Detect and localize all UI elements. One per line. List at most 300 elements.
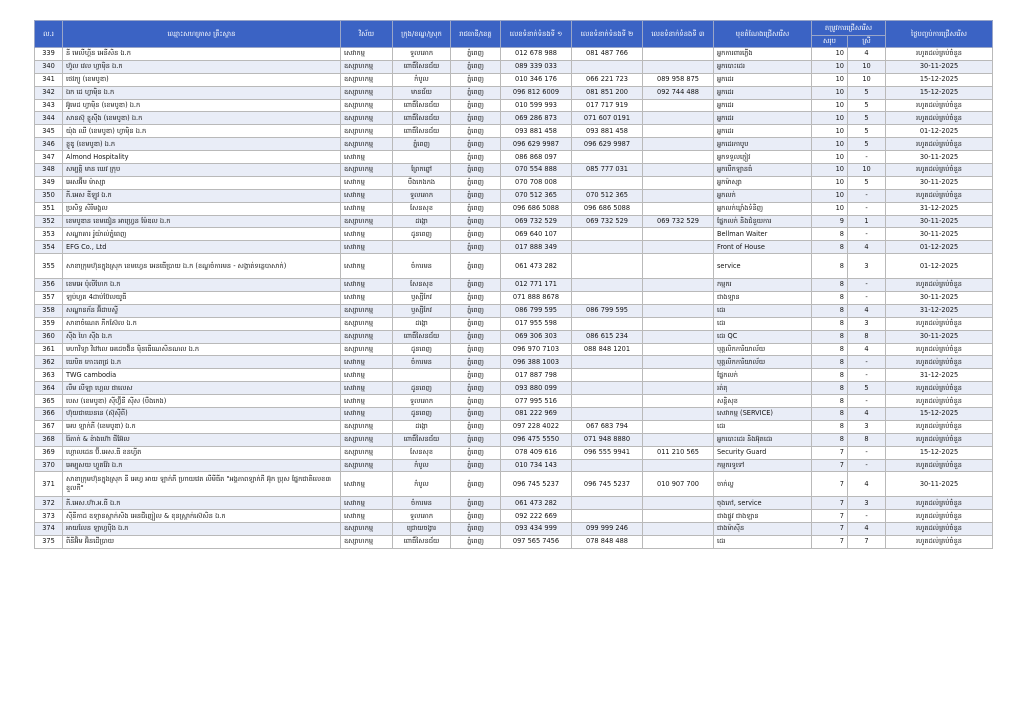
cell-deadline: រហូតដល់គ្រប់ចំនួន	[886, 164, 993, 177]
cell-phone2	[572, 356, 643, 369]
cell-phone2	[572, 395, 643, 408]
cell-phone3	[643, 395, 714, 408]
cell-position: អ្នកដេរ	[714, 125, 812, 138]
cell-no: 340	[35, 60, 63, 73]
cell-phone1: 096 970 7103	[501, 343, 572, 356]
cell-company: លឹម លីឡា ហ្គេល ផាលេស	[63, 382, 341, 395]
cell-no: 354	[35, 241, 63, 254]
cell-female: -	[848, 446, 886, 459]
cell-no: 339	[35, 48, 63, 61]
cell-total: 8	[812, 343, 848, 356]
cell-province: ភ្នំពេញ	[451, 356, 501, 369]
cell-district: ជ្រោយចង្វារ	[393, 522, 451, 535]
cell-phone2: 078 848 488	[572, 535, 643, 548]
cell-female: 4	[848, 522, 886, 535]
cell-company: សាខាក្រុមហ៊ុនក្នុងស្រុក នី អេហ្វ អាយ ឡាក់ភី ហ្រាយវេត លីមីធីត "អង្គភាពឡាក់ភី អ៊ុក ប្រុស ផ្នែកជាតិលេខ៣ ខួលកី"	[63, 472, 341, 497]
cell-no: 365	[35, 395, 63, 408]
cell-phone1: 096 629 9987	[501, 138, 572, 151]
cell-phone2: 099 999 246	[572, 522, 643, 535]
col-header-phone1: លេខទំនាក់ទំនងទី ១	[501, 21, 572, 48]
cell-company: បេស (ខេមបូឌា) ស៊ីហ្វ៊ីនី ស៊ីស (បឹងកេង)	[63, 395, 341, 408]
cell-sector: សេវាកម្ម	[341, 369, 393, 382]
cell-company: ខេមបូឌាន ខេមផៀន អាហ្វ្រេន ម៉ែឌល ឯ.ក	[63, 215, 341, 228]
cell-phone3	[643, 510, 714, 523]
cell-district: កំបូល	[393, 472, 451, 497]
table-row	[35, 535, 993, 548]
cell-phone1: 069 286 873	[501, 112, 572, 125]
cell-phone3	[643, 112, 714, 125]
cell-company: ឯក ដេ ហ្វាម៉ិន ឯ.ក	[63, 86, 341, 99]
table-row	[35, 433, 993, 446]
col-header-phone2: លេខទំនាក់ទំនងទី ២	[572, 21, 643, 48]
cell-female: 10	[848, 164, 886, 177]
table-row	[35, 497, 993, 510]
cell-phone3	[643, 138, 714, 151]
table-row	[35, 164, 993, 177]
cell-deadline: រហូតដល់គ្រប់ចំនួន	[886, 99, 993, 112]
cell-deadline: 01-12-2025	[886, 241, 993, 254]
cell-no: 342	[35, 86, 63, 99]
col-header-company: ឈ្មោះសហគ្រាស គ្រឹះស្ថាន	[63, 21, 341, 48]
col-header-sector: វិស័យ	[341, 21, 393, 48]
cell-total: 8	[812, 317, 848, 330]
cell-sector: សេវាកម្ម	[341, 151, 393, 164]
cell-company: ស៊ីនីកាដ ឧទ្យានស្ដាក់សិង អេនជីញៀល & ខុនស្ដ្រាក់ស៊េសិន ឯ.ក	[63, 510, 341, 523]
cell-phone2	[572, 510, 643, 523]
cell-female: 5	[848, 86, 886, 99]
cell-sector: ឧស្សាហកម្ម	[341, 343, 393, 356]
cell-sector: សេវាកម្ម	[341, 176, 393, 189]
cell-phone2: 071 607 0191	[572, 112, 643, 125]
cell-phone2: 070 512 365	[572, 189, 643, 202]
cell-female: 5	[848, 176, 886, 189]
cell-position: អ្នកដេរ	[714, 73, 812, 86]
cell-deadline: រហូតដល់គ្រប់ចំនួន	[886, 279, 993, 292]
cell-female: -	[848, 356, 886, 369]
table-row	[35, 382, 993, 395]
table-row	[35, 241, 993, 254]
cell-total: 8	[812, 369, 848, 382]
cell-phone2	[572, 317, 643, 330]
table-row	[35, 369, 993, 382]
cell-female: 3	[848, 497, 886, 510]
cell-position: សេវាកម្ម (SERVICE)	[714, 407, 812, 420]
cell-district: ដង្កោ	[393, 420, 451, 433]
col-header-vacancies: តម្រូវការជ្រើសរើស	[812, 21, 886, 36]
cell-district: ពោធិ៍សែនជ័យ	[393, 433, 451, 446]
cell-total: 8	[812, 254, 848, 279]
cell-female: 4	[848, 48, 886, 61]
cell-province: ភ្នំពេញ	[451, 459, 501, 472]
cell-phone1: 010 734 143	[501, 459, 572, 472]
table-row	[35, 459, 993, 472]
cell-deadline: រហូតដល់គ្រប់ចំនួន	[886, 138, 993, 151]
cell-female: -	[848, 395, 886, 408]
table-row	[35, 151, 993, 164]
cell-female: 4	[848, 343, 886, 356]
cell-phone1: 092 222 669	[501, 510, 572, 523]
table-row	[35, 304, 993, 317]
cell-phone3: 092 744 488	[643, 86, 714, 99]
cell-position: រត់តុ	[714, 382, 812, 395]
cell-district: ទួលគោក	[393, 395, 451, 408]
cell-phone1: 097 565 7456	[501, 535, 572, 548]
cell-sector: ឧស្សាហកម្ម	[341, 304, 393, 317]
cell-total: 10	[812, 125, 848, 138]
cell-phone2: 081 851 200	[572, 86, 643, 99]
cell-total: 10	[812, 99, 848, 112]
cell-district: ចំការមន	[393, 497, 451, 510]
cell-province: ភ្នំពេញ	[451, 112, 501, 125]
table-row	[35, 60, 993, 73]
cell-company: ថេវភ្យូ (ខេមបូឌា)	[63, 73, 341, 86]
cell-no: 367	[35, 420, 63, 433]
cell-sector: សេវាកម្ម	[341, 291, 393, 304]
cell-total: 8	[812, 279, 848, 292]
cell-total: 7	[812, 522, 848, 535]
cell-phone1: 097 228 4022	[501, 420, 572, 433]
cell-deadline: 31-12-2025	[886, 202, 993, 215]
cell-province: ភ្នំពេញ	[451, 228, 501, 241]
cell-district: ដូនពេញ	[393, 228, 451, 241]
cell-district: បឹងកេងកង	[393, 176, 451, 189]
cell-phone3	[643, 60, 714, 73]
cell-deadline: រហូតដល់គ្រប់ចំនួន	[886, 522, 993, 535]
cell-phone1: 078 409 616	[501, 446, 572, 459]
cell-company: ស៊ីង ហៃ ស៊ីង ឯ.ក	[63, 330, 341, 343]
cell-total: 8	[812, 407, 848, 420]
cell-female: 4	[848, 472, 886, 497]
cell-phone1: 093 881 458	[501, 125, 572, 138]
cell-phone3	[643, 176, 714, 189]
cell-no: 360	[35, 330, 63, 343]
cell-female: 8	[848, 330, 886, 343]
cell-sector: សេវាកម្ម	[341, 228, 393, 241]
cell-female: -	[848, 151, 886, 164]
cell-position: ដេរ	[714, 317, 812, 330]
cell-company: សណ្ឋាគារ រ៉ូយ៉ាល់ភ្នំពេញ	[63, 228, 341, 241]
cell-district: ពោធិ៍សែនជ័យ	[393, 99, 451, 112]
cell-female: 10	[848, 60, 886, 73]
cell-province: ភ្នំពេញ	[451, 510, 501, 523]
cell-phone3: 011 210 565	[643, 446, 714, 459]
cell-position: អ្នកលក់ឃ្លាំងទំនិញ	[714, 202, 812, 215]
cell-phone2: 017 717 919	[572, 99, 643, 112]
cell-position: ជាងឡាន	[714, 291, 812, 304]
cell-phone3	[643, 291, 714, 304]
cell-deadline: 30-11-2025	[886, 151, 993, 164]
cell-phone3	[643, 99, 714, 112]
cell-phone2: 088 848 1201	[572, 343, 643, 356]
cell-position: អ្នកម៉ាស្សា	[714, 176, 812, 189]
cell-company: អេសអ៊ីម ម៉ាស្សា	[63, 176, 341, 189]
cell-position: អ្នកបោះដេរ និងអ៊ុតដេរ	[714, 433, 812, 446]
cell-female: 10	[848, 73, 886, 86]
table-row	[35, 99, 993, 112]
cell-phone3: 089 958 875	[643, 73, 714, 86]
cell-phone3	[643, 535, 714, 548]
cell-district: ពោធិ៍សែនជ័យ	[393, 125, 451, 138]
cell-phone1: 069 640 107	[501, 228, 572, 241]
cell-province: ភ្នំពេញ	[451, 241, 501, 254]
cell-sector: ឧស្សាហកម្ម	[341, 433, 393, 446]
cell-phone3	[643, 164, 714, 177]
cell-sector: ឧស្សាហកម្ម	[341, 317, 393, 330]
table-row	[35, 395, 993, 408]
cell-no: 361	[35, 343, 63, 356]
cell-phone1: 017 955 598	[501, 317, 572, 330]
cell-position: Bellman Waiter	[714, 228, 812, 241]
cell-company: សាខាចំណេត ភីកស៊ែល ឯ.ក	[63, 317, 341, 330]
table-row	[35, 446, 993, 459]
cell-sector: ឧស្សាហកម្ម	[341, 60, 393, 73]
cell-district: ចំការមន	[393, 356, 451, 369]
cell-deadline: រហូតដល់គ្រប់ចំនួន	[886, 382, 993, 395]
cell-district: ដង្កោ	[393, 215, 451, 228]
cell-total: 7	[812, 497, 848, 510]
cell-female: -	[848, 202, 886, 215]
cell-district: សែនសុខ	[393, 279, 451, 292]
cell-province: ភ្នំពេញ	[451, 317, 501, 330]
cell-sector: សេវាកម្ម	[341, 356, 393, 369]
cell-company: យ៉ុង ឈី (ខេមបូឌា) ហ្វាម៉ិន ឯ.ក	[63, 125, 341, 138]
table-row	[35, 356, 993, 369]
cell-province: ភ្នំពេញ	[451, 330, 501, 343]
cell-female: 7	[848, 535, 886, 548]
cell-female: 4	[848, 241, 886, 254]
cell-total: 8	[812, 420, 848, 433]
col-header-district: ក្រុង/ខណ្ឌ/ស្រុក	[393, 21, 451, 48]
cell-company: សានស៊ុ ខ្លូស៊ីង (ខេមបូឌា) ឯ.ក	[63, 112, 341, 125]
cell-province: ភ្នំពេញ	[451, 407, 501, 420]
cell-sector: ឧស្សាហកម្ម	[341, 330, 393, 343]
cell-phone2	[572, 60, 643, 73]
cell-female: -	[848, 291, 886, 304]
cell-deadline: រហូតដល់គ្រប់ចំនួន	[886, 510, 993, 523]
cell-province: ភ្នំពេញ	[451, 189, 501, 202]
cell-deadline: រហូតដល់គ្រប់ចំនួន	[886, 317, 993, 330]
cell-phone2	[572, 279, 643, 292]
cell-district	[393, 151, 451, 164]
cell-phone1: 070 708 008	[501, 176, 572, 189]
cell-province: ភ្នំពេញ	[451, 99, 501, 112]
cell-position: កម្មករ	[714, 279, 812, 292]
cell-district: ពោធិ៍សែនជ័យ	[393, 535, 451, 548]
table-row	[35, 202, 993, 215]
cell-no: 353	[35, 228, 63, 241]
cell-no: 343	[35, 99, 63, 112]
cell-position: ចាក់ល្ហ	[714, 472, 812, 497]
cell-province: ភ្នំពេញ	[451, 420, 501, 433]
cell-sector: ឧស្សាហកម្ម	[341, 446, 393, 459]
cell-phone3	[643, 382, 714, 395]
cell-company: រ៉ៃតាក់ & ខ៉ាងហ៊ោ ផីអ៊ែល	[63, 433, 341, 446]
cell-phone1: 069 306 303	[501, 330, 572, 343]
cell-district: កំបូល	[393, 459, 451, 472]
cell-total: 10	[812, 60, 848, 73]
cell-deadline: 15-12-2025	[886, 446, 993, 459]
cell-company: ខេមអេ ប៉ុលីហែក ឯ.ក	[63, 279, 341, 292]
cell-phone3	[643, 304, 714, 317]
cell-phone2: 066 221 723	[572, 73, 643, 86]
col-header-phone3: លេខទំនាក់ទំនងទី ៣	[643, 21, 714, 48]
cell-company: EFG Co., Ltd	[63, 241, 341, 254]
cell-phone1: 096 745 5237	[501, 472, 572, 497]
cell-position: ដេរ	[714, 420, 812, 433]
cell-deadline: 30-11-2025	[886, 228, 993, 241]
cell-total: 8	[812, 356, 848, 369]
cell-district: ទួលគោក	[393, 510, 451, 523]
cell-province: ភ្នំពេញ	[451, 60, 501, 73]
cell-phone3	[643, 241, 714, 254]
table-row	[35, 228, 993, 241]
cell-province: ភ្នំពេញ	[451, 535, 501, 548]
table-row	[35, 138, 993, 151]
cell-phone3	[643, 369, 714, 382]
cell-female: -	[848, 459, 886, 472]
cell-phone1: 070 512 365	[501, 189, 572, 202]
cell-phone2	[572, 382, 643, 395]
cell-position: អ្នកដេរកាបូប	[714, 138, 812, 151]
cell-company: ហ៊ួល វេល ហ្វាម៉ិន ឯ.ក	[63, 60, 341, 73]
cell-province: ភ្នំពេញ	[451, 446, 501, 459]
cell-female: 3	[848, 420, 886, 433]
cell-deadline: 30-11-2025	[886, 472, 993, 497]
cell-deadline: 01-12-2025	[886, 254, 993, 279]
cell-sector: សេវាកម្ម	[341, 254, 393, 279]
cell-province: ភ្នំពេញ	[451, 176, 501, 189]
cell-position: កម្មករទូទៅ	[714, 459, 812, 472]
cell-total: 10	[812, 86, 848, 99]
cell-no: 366	[35, 407, 63, 420]
cell-no: 350	[35, 189, 63, 202]
cell-district: កំបូល	[393, 73, 451, 86]
cell-total: 7	[812, 446, 848, 459]
cell-female: 4	[848, 407, 886, 420]
cell-deadline: រហូតដល់គ្រប់ចំនួន	[886, 497, 993, 510]
cell-phone1: 010 599 993	[501, 99, 572, 112]
cell-sector: ឧស្សាហកម្ម	[341, 99, 393, 112]
cell-phone3	[643, 343, 714, 356]
cell-sector: សេវាកម្ម	[341, 407, 393, 420]
cell-no: 355	[35, 254, 63, 279]
cell-total: 8	[812, 291, 848, 304]
cell-position: អ្នកដេរ	[714, 112, 812, 125]
cell-position: សន្តិសុខ	[714, 395, 812, 408]
cell-company: អេម្បុសយ ហ្វូតវ៉ែរ ឯ.ក	[63, 459, 341, 472]
cell-position: ដេរ QC	[714, 330, 812, 343]
cell-total: 8	[812, 395, 848, 408]
cell-no: 359	[35, 317, 63, 330]
cell-district: ព្រែកព្នៅ	[393, 164, 451, 177]
cell-female: 5	[848, 99, 886, 112]
cell-no: 346	[35, 138, 63, 151]
cell-company: ប្រសិទ្ធ សិរីមង្គល	[63, 202, 341, 215]
cell-phone1: 061 473 282	[501, 497, 572, 510]
cell-female: 3	[848, 317, 886, 330]
cell-company: ឃេបិត កោះពេជ្រ ឯ.ក	[63, 356, 341, 369]
cell-position: Front of House	[714, 241, 812, 254]
table-row	[35, 522, 993, 535]
cell-position: អ្នកការពារភ្លើង	[714, 48, 812, 61]
table-row	[35, 189, 993, 202]
cell-total: 8	[812, 241, 848, 254]
cell-province: ភ្នំពេញ	[451, 497, 501, 510]
cell-province: ភ្នំពេញ	[451, 304, 501, 317]
cell-position: ផ្នែកលក់	[714, 369, 812, 382]
cell-no: 344	[35, 112, 63, 125]
jobs-table	[34, 20, 993, 549]
cell-total: 10	[812, 112, 848, 125]
cell-phone1: 081 222 969	[501, 407, 572, 420]
cell-phone2: 093 881 458	[572, 125, 643, 138]
cell-sector: ឧស្សាហកម្ម	[341, 215, 393, 228]
cell-province: ភ្នំពេញ	[451, 343, 501, 356]
cell-phone3	[643, 317, 714, 330]
cell-phone1: 070 554 888	[501, 164, 572, 177]
cell-phone1: 012 678 988	[501, 48, 572, 61]
cell-total: 10	[812, 164, 848, 177]
cell-phone3	[643, 125, 714, 138]
cell-phone2: 096 745 5237	[572, 472, 643, 497]
cell-no: 345	[35, 125, 63, 138]
cell-female: 1	[848, 215, 886, 228]
cell-province: ភ្នំពេញ	[451, 138, 501, 151]
cell-deadline: 31-12-2025	[886, 304, 993, 317]
cell-phone1: 071 888 8678	[501, 291, 572, 304]
cell-position: បុគ្គលិកការិយាល័យ	[714, 356, 812, 369]
cell-position: អ្នកបោះដេរ	[714, 60, 812, 73]
cell-phone2: 081 487 766	[572, 48, 643, 61]
cell-company: មហាវិទ្យា វិវៅលេ អេដេចង៊ិន ម៉ិនធើណេសិនណល ឯ.ក	[63, 343, 341, 356]
cell-sector: ឧស្សាហកម្ម	[341, 73, 393, 86]
cell-sector: សេវាកម្ម	[341, 395, 393, 408]
cell-province: ភ្នំពេញ	[451, 395, 501, 408]
cell-deadline: 30-11-2025	[886, 291, 993, 304]
cell-district: ទួលគោក	[393, 48, 451, 61]
cell-phone1: 096 475 5550	[501, 433, 572, 446]
cell-female: -	[848, 510, 886, 523]
cell-province: ភ្នំពេញ	[451, 215, 501, 228]
cell-phone3	[643, 202, 714, 215]
table-row	[35, 176, 993, 189]
cell-district: ឫស្សីកែវ	[393, 304, 451, 317]
cell-phone1: 086 799 595	[501, 304, 572, 317]
cell-position: ជាងម៉ាស៊ីន	[714, 522, 812, 535]
cell-position: ផ្នែកលក់ និងជំនួយការ	[714, 215, 812, 228]
cell-phone2: 096 686 5088	[572, 202, 643, 215]
cell-phone1: 086 868 097	[501, 151, 572, 164]
cell-province: ភ្នំពេញ	[451, 279, 501, 292]
cell-female: 8	[848, 433, 886, 446]
table-row	[35, 279, 993, 292]
cell-district: ដូនពេញ	[393, 382, 451, 395]
cell-phone3	[643, 330, 714, 343]
cell-sector: សេវាកម្ម	[341, 382, 393, 395]
cell-no: 352	[35, 215, 63, 228]
cell-phone2: 071 948 8880	[572, 433, 643, 446]
cell-province: ភ្នំពេញ	[451, 48, 501, 61]
cell-phone3	[643, 254, 714, 279]
cell-district	[393, 369, 451, 382]
table-row	[35, 125, 993, 138]
cell-deadline: 31-12-2025	[886, 369, 993, 382]
cell-no: 373	[35, 510, 63, 523]
cell-deadline: 30-11-2025	[886, 215, 993, 228]
cell-company: ភី.អេស.ហ៊ា.អ.ធី ឯ.ក	[63, 497, 341, 510]
cell-company: ពីនីអ៊ិម អ៊ិនដើប្រាយ	[63, 535, 341, 548]
cell-company: ភី.អេស ឌីឡូវ ឯ.ក	[63, 189, 341, 202]
